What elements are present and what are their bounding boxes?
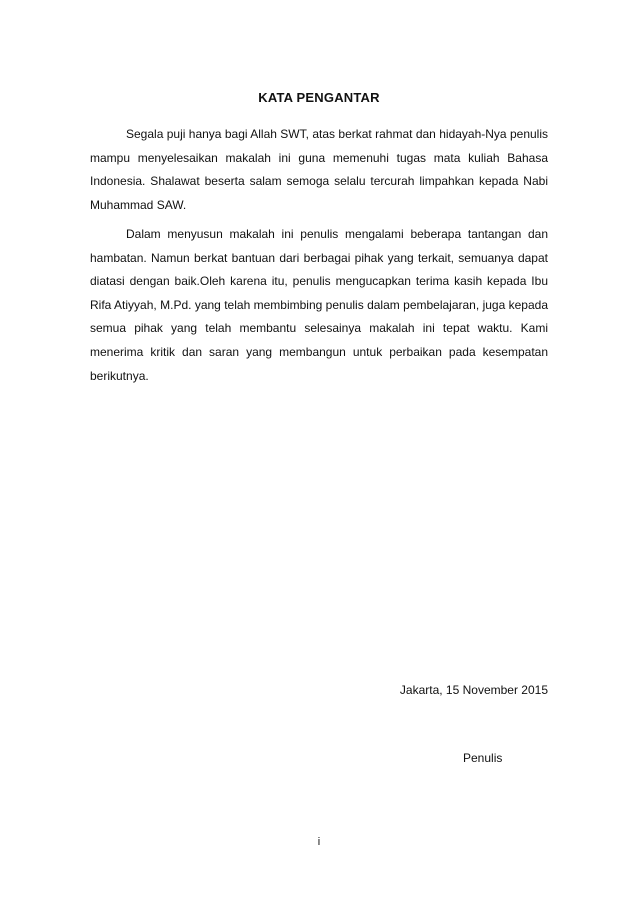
paragraph-opening: Segala puji hanya bagi Allah SWT, atas berkat rahmat dan hidayah-Nya penulis mampu menyelesaikan makalah ini guna memenuhi tugas mata kuliah Bahasa Indonesia. Shalawat beserta salam semoga selalu tercurah limpahkan kepada Nabi Muhammad SAW. [90, 127, 548, 212]
place-date: Jakarta, 15 November 2015 [399, 683, 548, 697]
page-number: i [317, 836, 321, 848]
author-signature: Penulis [463, 751, 503, 765]
paragraph-acknowledgement: Dalam menyusun makalah ini penulis mengalami beberapa tantangan dan hambatan. Namun berkat bantuan dari berbagai pihak yang terkait, semuanya dapat diatasi dengan baik.Oleh karena itu, penulis mengucapkan terima kasih kepada Ibu Rifa Atiyyah, M.Pd. yang telah membimbing penulis dalam pembelajaran, juga kepada semua pihak yang telah membantu selesainya makalah ini tepat waktu. Kami menerima kritik dan saran yang membangun untuk perbaikan pada kesempatan berikutnya. [90, 227, 548, 383]
page-title: KATA PENGANTAR [258, 90, 380, 105]
